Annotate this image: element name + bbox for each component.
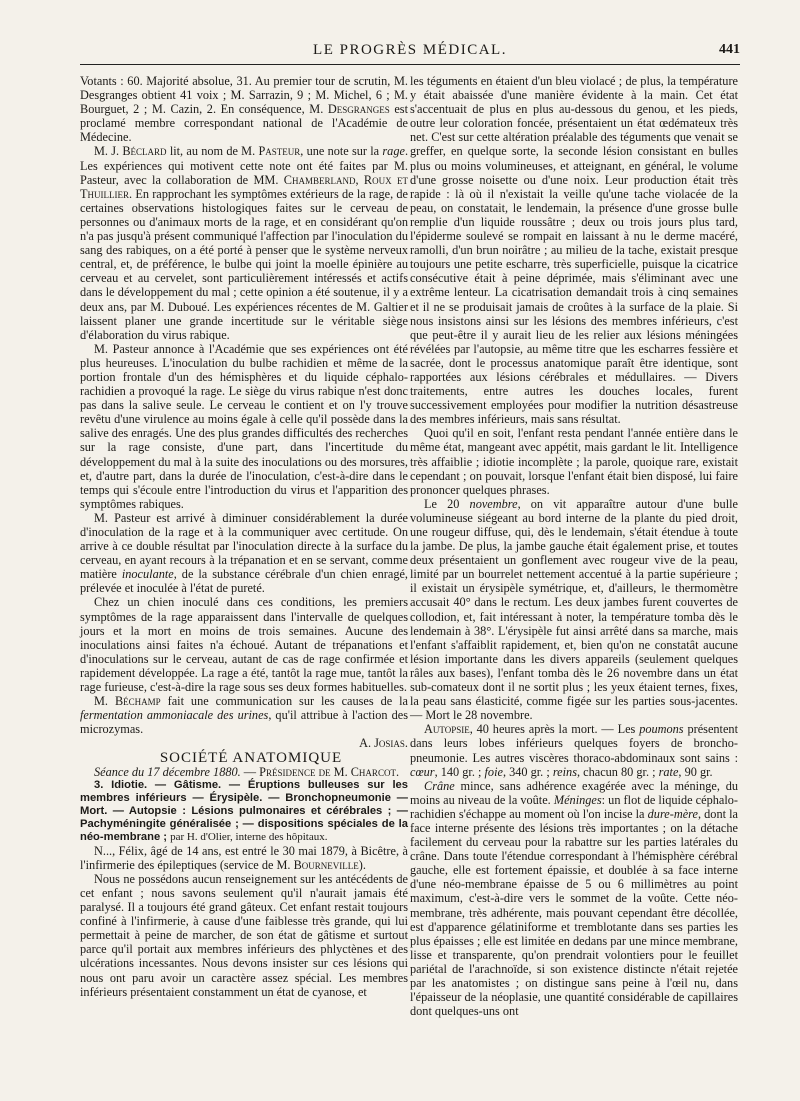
signature: A. Josias. <box>359 736 408 751</box>
paragraph: Chez un chien inoculé dans ces conditions, les premiers symptômes de la rage apparaissent dans l'intervalle de quelques jours et la mort en moins de trois semaines. Aucune des inoculations ainsi faites n'a échoué. Autant de trépanations et d'inoculations sur le cerveau, autant de cas de rage confirmée et rapidement développée. La rage a été, tantôt la rage mue, tantôt la rage furieuse, c'est-à-dire la rage sous ses deux formes habituelles. <box>80 595 408 695</box>
case-title: 3. Idiotie. — Gâtisme. — Éruptions bulleuses sur les membres inférieurs — Érysipèle. — Bronchopneumonie —Mort. — Autopsie : Lésions pulmonaires et cérébrales ; — Pachyméningite généralisée ; — dispositions spéciales de la néo-membrane ; par H. d'Olier, interne des hôpitaux. <box>80 778 408 843</box>
paragraph: Le 20 novembre, on vit apparaître autour d'une bulle volumineuse siégeant au bord interne de la plante du pied droit, une rougeur diffuse, qui, dès le lendemain, s'était étendue à toute la jambe. De plus, la jambe gauche était également prise, et toutes deux présentaient un gonflement avec rougeur vive de la peau, limité par un bourrelet nettement accentué à la partie supérieure ; il existait un érysipèle symétrique, et, d'ailleurs, le thermomètre accusait 40° dans le rectum. Les deux jambes furent couvertes de collodion, et, fait intéressant à noter, la température tomba dès le lendemain à 38°. L'érysipèle fut ainsi arrêté dans sa marche, mais l'enfant s'affaiblit rapidement, et, bien qu'on ne constatât aucune lésion importante dans les divers appareils (seulement quelques râles aux bases), l'enfant tomba dès le 26 novembre dans un état sub-comateux dont il ne sortit plus ; les yeux étaient ternes, fixes, la peau sans élasticité, comme figée sur les parties sous-jacentes. — Mort le 28 novembre. <box>410 496 739 723</box>
paragraph: Quoi qu'il en soit, l'enfant resta pendant l'année entière dans le même état, mangeant avec appétit, mais gardant le lit. Intelligence très affaiblie ; idiotie incomplète ; la parole, quoique rare, existait cependant ; on pouvait, lorsque l'enfant était bien disposé, lui faire prononcer quelques phrases. <box>410 426 738 497</box>
running-title: LE PROGRÈS MÉDICAL. <box>313 42 507 58</box>
paragraph: M. Pasteur est arrivé à diminuer considérablement la durée d'inoculation de la rage et à la communiquer avec certitude. On arrive à ce double résultat par l'inoculation directe à la surface du cerveau, en ayant recours à la trépanation et en se servant, comme matière inoculante, de la substance cérébrale d'un chien enragé, prélevée et inoculée à l'état de pureté. <box>80 510 409 596</box>
page-header <box>80 40 740 64</box>
paragraph: M. J. Béclard lit, au nom de M. Pasteur, une note sur la rage. Les expériences qui motivent cette note ont été faites par M. Pasteur, avec la collaboration de MM. Chamberland, Roux et Thuillier. En rapprochant les symptômes extérieurs de la rage, de certaines observations histologiques faites sur le cerveau de personnes ou d'animaux morts de la rage, et en considérant qu'on n'a pas jusqu'à présent communiqué l'affection par l'inoculation du sang des rabiques, on a été porté à penser que le système nerveux central, et, de préférence, le bulbe qui joint la moelle épinière au cerveau et au cervelet, sont particulièrement intéressés et actifs dans le développement du mal ; cette opinion a été soutenue, il y a deux ans, par M. Duboué. Les expériences récentes de M. Galtier laissent planer une grande incertitude sur le véritable siège d'élaboration du virus rabique. <box>80 144 409 342</box>
paragraph: Crâne mince, sans adhérence exagérée avec la méninge, du moins au niveau de la voûte. Méninges: un flot de liquide céphalo-rachidien s'échappe au moment où l'on incise la dure-mère, dont la face interne présente des lésions très importantes ; on la détache facilement du cerveau pour la rabattre sur les parties latérales du crâne. Dans toute l'étendue correspondant à l'hémisphère cérébral gauche, elle est fortement épaissie, et doublée à sa face interne d'une néo-membrane épaisse de 5 ou 6 millimètres au point maximum, c'est-à-dire vers le sommet de la voûte. Cette néo-membrane, très adhérente, mais pouvant cependant être décollée, est d'apparence gélatiniforme et tremblotante dans ses parties les plus épaisses ; elle est limitée en dedans par une mince membrane, lisse et transparente, qu'on prendrait volontiers pour le feuillet pariétal de l'arachnoïde, si son existence distincte n'était rejetée par les anatomistes ; on distingue sans peine à l'œil nu, dans l'épaisseur de la néoplasie, une quantité considérable de capillaires dont quelques-uns ont <box>410 778 738 1019</box>
paragraph: N..., Félix, âgé de 14 ans, est entré le 30 mai 1879, à Bicêtre, à l'infirmerie des épileptiques (service de M. Bourneville). <box>80 843 408 872</box>
right-column <box>410 74 738 1018</box>
section-subtitle: Séance du 17 décembre 1880. — Présidence de M. Charcot. <box>94 764 400 779</box>
paragraph: Autopsie, 40 heures après la mort. — Les poumons présentent dans leurs lobes inférieurs quelques foyers de broncho-pneumonie. Les autres viscères thoraco-abdominaux sont sains : cœur, 140 gr. ; foie, 340 gr. ; reins, chacun 80 gr. ; rate, 90 gr. <box>410 722 739 779</box>
left-column <box>80 74 408 999</box>
header-rule <box>80 64 740 65</box>
paragraph: M. Pasteur annonce à l'Académie que ses expériences ont été plus heureuses. L'inoculation du bulbe rachidien et même de la portion frontale d'un des hémisphères et du liquide céphalo-rachidien a provoqué la rage. Le siège du virus rabique n'est donc pas dans la salive seule. Le cerveau le contient et on l'y trouve revêtu d'une virulence au moins égale à celle qu'il possède dans la salive des enragés. Une des plus grandes difficultés des recherches sur la rage consiste, d'une part, dans l'incertitude du développement du mal à la suite des inoculations ou des morsures, et, d'autre part, dans la durée de l'inoculation, c'est-à-dire dans le temps qui s'écoule entre l'introduction du virus et l'apparition des symptômes rabiques. <box>80 341 408 511</box>
paragraph: les téguments en étaient d'un bleu violacé ; de plus, la température y était abaissée d'une manière évidente à la main. Cet état s'accentuait de plus en plus au-dessous du genou, et les pieds, outre leur coloration foncée, présentaient un état œdémateux très net. C'est sur cette altération préalable des téguments que venait se greffer, en quelque sorte, la seconde lésion consistant en bulles plus ou moins volumineuses, et atteignant, en général, le volume d'une grosse noisette ou d'une noix. Leur production était très rapide : là où il n'existait la veille qu'une tache violacée de la peau, on constatait, le lendemain, la présence d'une grosse bulle remplie d'un liquide roussâtre ; deux ou trois jours plus tard, l'épiderme soulevé se rompait en laissant à nu le derme macéré, ramolli, d'un brun noirâtre ; au milieu de la tache, existait presque toujours une petite escharre, très superficielle, puisque la cicatrice consécutive était à peine déprimée, mais s'éliminant avec une extrême lenteur. La cicatrisation demandait trois à cinq semaines et il ne se produisait jamais de croûtes à la surface de la plaie. Si nous insistons ainsi sur les lésions des membres inférieurs, c'est que peut-être il y aurait lieu de les relier aux lésions méningées révélées par l'autopsie, au même titre que les escharres fessière et sacrée, dont le processus anatomique paraît être identique, sont rapportées aux lésions cérébrales et médullaires. — Divers traitements, entre autres les douches locales, furent successivement employées pour modifier la nutrition désastreuse des membres inférieurs, mais sans résultat. <box>410 74 738 427</box>
section-title: SOCIÉTÉ ANATOMIQUE <box>159 749 343 766</box>
paragraph: Votants : 60. Majorité absolue, 31. Au premier tour de scrutin, M. Desgranges obtient 41 voix ; M. Sarrazin, 9 ; M. Michel, 6 ; M. Bourguet, 2 ; M. Cazin, 2. En conséquence, M. Desgranges est proclamé membre correspondant national de l'Académie de Médecine. <box>80 74 409 145</box>
paragraph: Nous ne possédons aucun renseignement sur les antécédents de cet enfant ; nous savons seulement qu'il n'aurait jamais été paralysé. Il a toujours été grand gâteux. Cet enfant restait toujours confiné à l'infirmerie, à cause d'une faiblesse très grande, qui lui permettait à peine de marcher, de son état de gâtisme et surtout parce qu'il portait aux membres inférieurs des phlyctènes et des ulcérations incessantes. Nous devons insister sur ces lésions qui nous ont paru avoir un caractère assez spécial. Les membres inférieurs présentaient constamment un état de cyanose, et <box>80 871 408 999</box>
paragraph: M. Béchamp fait une communication sur les causes de la fermentation ammoniacale des urines, qu'il attribue à l'action des microzymas. <box>80 694 409 737</box>
page-number: 441 <box>719 42 740 57</box>
